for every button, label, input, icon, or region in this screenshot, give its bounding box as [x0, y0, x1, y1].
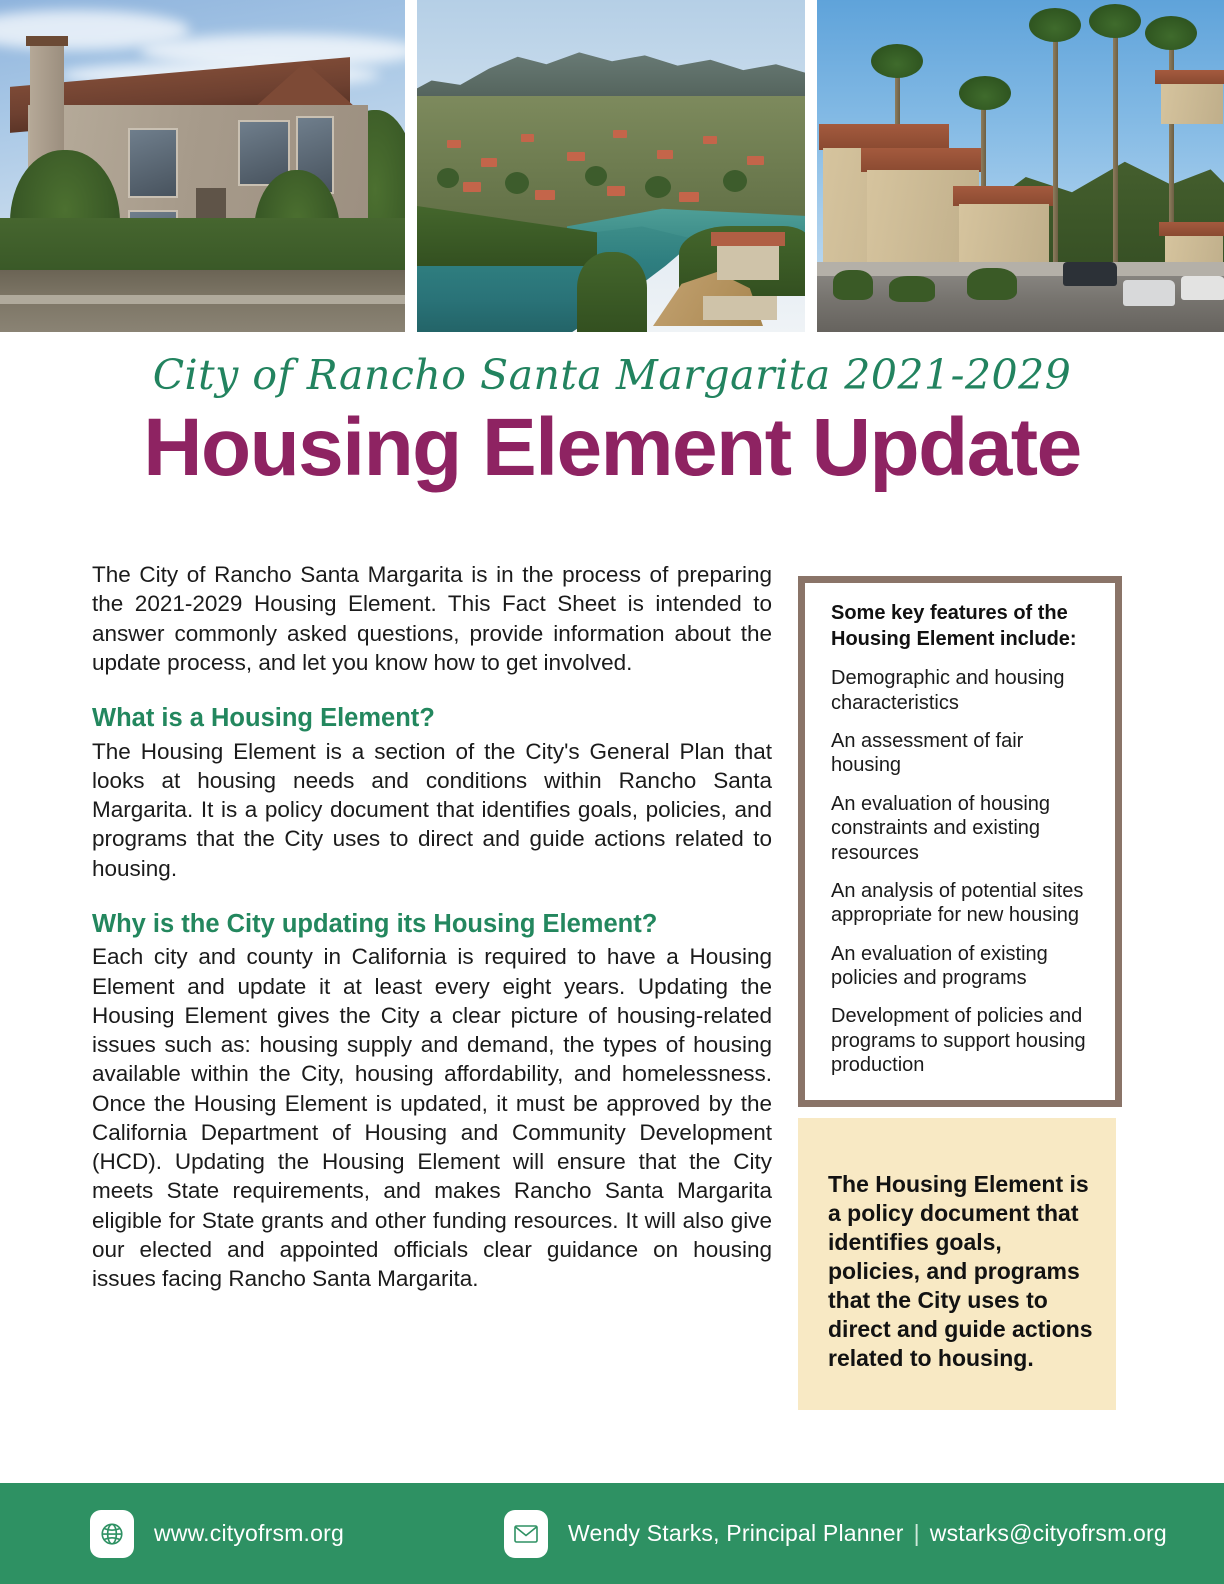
section-heading-why-updating: Why is the City updating its Housing Element?: [92, 909, 658, 938]
section-paragraph-why-updating: Each city and county in California is required to have a Housing Element and update it at least every eight years. Updating the Housing Element gives the City a clear picture of housing-related issues such as: housing supply and demand, the types of housing available within the City, housing affordability, and homelessness. Once the Housing Element is updated, it must be approved by the California Department of Housing and Community Development (HCD). Updating the Housing Element will ensure that the City meets State requirements, and makes Rancho Santa Margarita eligible for State grants and other funding resources. It will also give our elected and appointed officials clear guidance on housing issues facing Rancho Santa Margarita.: [92, 944, 772, 1292]
section-heading-what-is: What is a Housing Element?: [92, 704, 435, 732]
shrub-shape: [967, 268, 1017, 300]
sidewalk: [817, 262, 1224, 276]
house-roof: [861, 148, 981, 172]
section-paragraph-what-is: The Housing Element is a section of the City's General Plan that looks at housing needs and conditions within Rancho Santa Margarita. It is a policy document that identifies goals, policies, and programs that the City uses to direct and guide actions related to housing.: [92, 738, 772, 881]
rooftop-dot: [447, 140, 461, 148]
lakeside-house-roof: [711, 232, 785, 246]
lake-hillside-photo: [417, 0, 805, 332]
lakeside-house: [703, 296, 777, 320]
rooftop-dot: [747, 156, 764, 165]
envelope-icon: [504, 1510, 548, 1558]
feature-item: Demographic and housing characteristics: [831, 667, 1065, 714]
footer-bar: [0, 1483, 1224, 1584]
shore-vegetation: [577, 252, 647, 332]
shrub-shape: [833, 270, 873, 300]
palm-fronds: [1145, 16, 1197, 50]
footer-website-item[interactable]: [90, 1510, 344, 1558]
parked-car: [1063, 262, 1117, 286]
tree-dot: [585, 166, 607, 186]
palm-street-photo: [817, 0, 1224, 332]
lakeside-house: [717, 240, 779, 280]
palm-trunk: [1113, 18, 1118, 298]
feature-item: An assessment of fair housing: [831, 729, 1024, 777]
palm-fronds: [959, 76, 1011, 110]
rooftop-dot: [463, 182, 481, 192]
feature-item: Development of policies and programs to support housing production: [831, 1005, 1086, 1077]
rooftop-dot: [657, 150, 673, 159]
rooftop-dot: [679, 192, 699, 202]
hillside-house-roof: [1155, 70, 1224, 84]
policy-callout-box: [798, 1118, 1116, 1410]
intro-paragraph: The City of Rancho Santa Margarita is in the process of preparing the 2021-2029 Housing Element. This Fact Sheet is intended to answer commonly asked questions, provide information about the update process, and let you know how to get involved.: [92, 562, 772, 675]
tree-dot: [505, 172, 529, 194]
curb-shape: [0, 295, 405, 304]
footer-separator: |: [913, 1520, 920, 1546]
window-shape: [128, 128, 178, 198]
title-block: [0, 351, 1224, 494]
parked-car: [1181, 276, 1224, 300]
rooftop-dot: [703, 136, 717, 144]
key-features-box: [798, 576, 1122, 1107]
parked-car: [1123, 280, 1175, 306]
rooftop-dot: [521, 134, 534, 142]
tree-dot: [645, 176, 671, 198]
chimney-cap: [26, 36, 68, 46]
hillside-house: [1161, 80, 1223, 124]
header-photo-strip: [0, 0, 1224, 332]
rooftop-dot: [567, 152, 585, 161]
footer-website-text: www.cityofrsm.org: [154, 1520, 344, 1546]
house-roof: [953, 186, 1053, 206]
house-roof: [1159, 222, 1224, 236]
rooftop-dot: [607, 186, 625, 196]
palm-fronds: [1089, 4, 1141, 38]
tree-dot: [723, 170, 747, 192]
palm-fronds: [1029, 8, 1081, 42]
key-features-title: Some key features of the Housing Element include:: [831, 602, 1077, 650]
feature-item: An analysis of potential sites appropriate for new housing: [831, 879, 1084, 927]
house-roof: [819, 124, 949, 150]
rooftop-dot: [613, 130, 627, 138]
policy-callout-text: The Housing Element is a policy document that identifies goals, policies, and programs that the City uses to direct and guide actions related to housing.: [828, 1171, 1093, 1371]
feature-item: An evaluation of existing policies and programs: [831, 942, 1048, 990]
rooftop-dot: [535, 190, 555, 200]
shrub-shape: [889, 276, 935, 302]
content-area: [0, 560, 1224, 1480]
palm-fronds: [871, 44, 923, 78]
script-subtitle: City of Rancho Santa Margarita 2021-2029: [152, 351, 1072, 399]
footer-contact-email[interactable]: wstarks@cityofrsm.org: [929, 1520, 1167, 1546]
footer-contact-name: Wendy Starks, Principal Planner: [567, 1520, 904, 1546]
rooftop-dot: [481, 158, 497, 167]
main-text-column: [92, 560, 772, 1293]
tree-dot: [437, 168, 459, 188]
suburban-home-photo: [0, 0, 405, 332]
footer-contact-item[interactable]: [504, 1510, 1167, 1558]
globe-icon: [90, 1510, 134, 1558]
page-title: Housing Element Update: [143, 402, 1081, 494]
feature-item: An evaluation of housing constraints and existing resources: [831, 792, 1051, 864]
